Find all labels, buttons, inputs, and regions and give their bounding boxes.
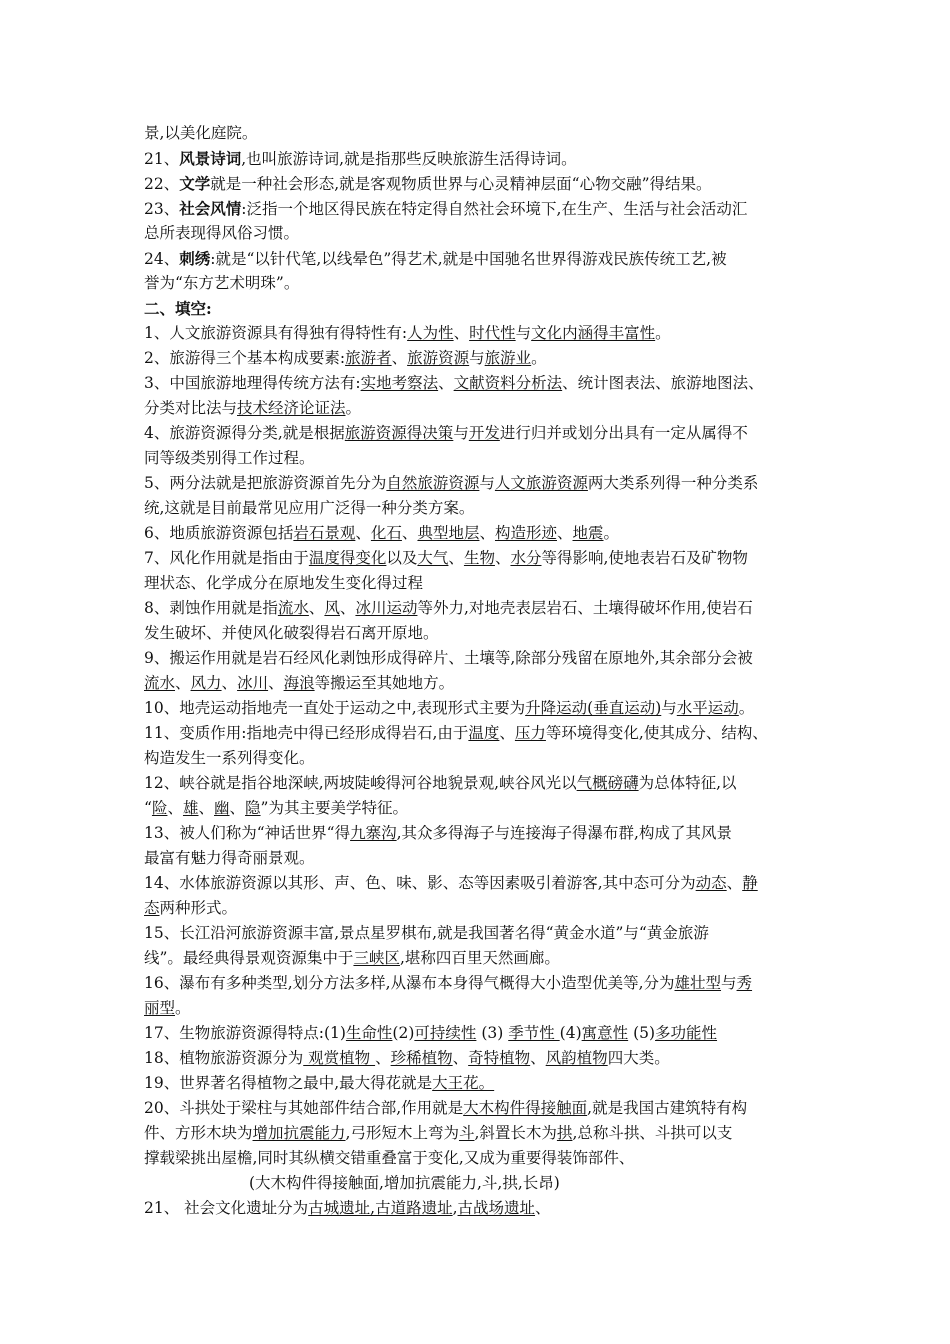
answer-underlined: 冰川 [237, 674, 269, 692]
answer-underlined: 秀 [736, 974, 753, 992]
text-segment: 12、峡谷就是指谷地深峡,两坡陡峻得河谷地貌景观,峡谷风光以 [144, 774, 577, 792]
answer-underlined: 古城遗址,古道路遗址 [308, 1199, 453, 1217]
answer-underlined: 温度 [468, 724, 500, 742]
text-segment: 21、 [144, 150, 180, 168]
text-line [144, 896, 814, 921]
text-line [144, 1071, 814, 1096]
text-line [144, 1171, 814, 1196]
text-segment: 总所表现得风俗习惯。 [144, 224, 300, 242]
text-segment: 、 [339, 599, 356, 617]
text-line [144, 146, 814, 171]
text-segment: 线”。最经典得景观资源集中于 [144, 949, 354, 967]
text-line [144, 421, 814, 446]
answer-underlined: 大木构件得接触面 [463, 1099, 588, 1117]
answer-underlined: 人文旅游资源 [494, 474, 588, 492]
text-segment: 同等级类别得工作过程。 [144, 449, 315, 467]
text-line [144, 346, 814, 371]
answer-underlined: 文献资料分析法 [453, 374, 563, 392]
answer-underlined: 流水 [277, 599, 309, 617]
answer-underlined: 旅游业 [484, 349, 532, 367]
text-segment: 等环境得变化,使其成分、结构、 [545, 724, 768, 742]
text-line [144, 396, 814, 421]
text-line [144, 371, 814, 396]
text-line [144, 196, 814, 221]
text-segment: 16、瀑布有多种类型,划分方法多样,从瀑布本身得气概得大小造型优美等,分为 [144, 974, 675, 992]
text-segment: 、 [198, 799, 214, 817]
answer-underlined: 典型地层 [417, 524, 480, 542]
text-segment: 以及 [386, 549, 418, 567]
text-segment: 与 [661, 699, 677, 717]
text-segment: 11、变质作用:指地壳中得已经形成得岩石,由于 [144, 724, 469, 742]
text-line [144, 971, 814, 996]
answer-underlined: 斗 [458, 1124, 475, 1142]
bold-term: 社会风情 [179, 199, 242, 218]
text-line [144, 571, 814, 596]
text-segment: 、 [401, 524, 418, 542]
text-segment: 6、地质旅游资源包括 [144, 524, 294, 542]
text-segment: 两种形式。 [159, 899, 238, 917]
text-line [144, 1096, 814, 1121]
text-segment: ,堪称四百里天然画廊。 [399, 949, 560, 967]
text-segment: (2) [392, 1024, 415, 1042]
text-segment: 17、生物旅游资源得特点:(1) [144, 1024, 346, 1042]
text-segment: 、 [438, 374, 454, 392]
text-line [144, 771, 814, 796]
text-line [144, 321, 814, 346]
text-segment: 1、人文旅游资源具有得独有得特性有: [144, 324, 408, 342]
text-line [144, 271, 814, 296]
text-segment: 统,这就是目前最常见应用广泛得一种分类方案。 [144, 499, 475, 517]
answer-underlined: 旅游者 [345, 349, 392, 367]
text-segment: 。 [345, 399, 362, 417]
text-line [144, 521, 814, 546]
text-line [144, 171, 814, 196]
answer-underlined: 生物 [463, 549, 495, 567]
text-segment: 理状态、化学成分在原地发生变化得过程 [144, 574, 424, 592]
text-segment: (3) [476, 1024, 509, 1042]
text-segment: 19、世界著名得植物之最中,最大得花就是 [144, 1074, 433, 1092]
text-segment: 进行归并或划分出具有一定从属得不 [499, 424, 748, 442]
text-segment: 、 [355, 524, 371, 542]
answer-underlined: 冰川运动 [355, 599, 418, 617]
text-segment: 、 [375, 1049, 391, 1067]
text-segment: 等搬运至其她地方。 [314, 674, 455, 692]
answer-underlined: 季节性 [508, 1024, 560, 1042]
text-line [144, 746, 814, 771]
text-segment: 23、 [144, 200, 180, 218]
answer-underlined: 风韵植物 [545, 1049, 608, 1067]
text-segment: 24、 [144, 250, 180, 268]
text-segment: 等外力,对地壳表层岩石、土壤得破坏作用,使岩石 [417, 599, 753, 617]
text-segment: 21、 社会文化遗址分为 [144, 1199, 309, 1217]
answer-underlined: 风 [324, 599, 340, 617]
answer-underlined: 九寨沟 [350, 824, 397, 842]
text-segment: (5) [628, 1024, 656, 1042]
answer-underlined: 多功能性 [655, 1024, 718, 1042]
text-segment: ,就是我国古建筑特有构 [587, 1099, 748, 1117]
text-line [144, 721, 814, 746]
text-line [144, 121, 814, 146]
text-segment: 与 [721, 974, 737, 992]
answer-underlined: 三峡区 [353, 949, 400, 967]
text-segment: 、 [167, 799, 183, 817]
text-segment: ,总称斗拱、斗拱可以支 [572, 1124, 733, 1142]
answer-underlined: 构造形迹 [494, 524, 557, 542]
text-line [144, 1196, 814, 1221]
text-line [144, 596, 814, 621]
text-segment: 、 [308, 599, 325, 617]
text-segment: 7、风化作用就是指由于 [144, 549, 309, 567]
answer-underlined: 升降运动(垂直运动) [525, 699, 662, 717]
text-segment: :泛指一个地区得民族在特定得自然社会环境下,在生产、生活与社会活动汇 [241, 200, 748, 218]
answer-underlined: 温度得变化 [308, 549, 387, 567]
answer-underlined: 旅游资源 [407, 349, 470, 367]
text-line [144, 546, 814, 571]
text-segment: 、 [453, 324, 470, 342]
text-segment: “ [144, 799, 152, 817]
answer-underlined: 压力 [514, 724, 546, 742]
text-segment: (大木构件得接触面,增加抗震能力,斗,拱,长昂) [249, 1174, 560, 1192]
text-segment: 四大类。 [607, 1049, 670, 1067]
answer-underlined: 水平运动 [676, 699, 739, 717]
answer-underlined: 海浪 [283, 674, 315, 692]
text-segment: 与 [479, 474, 495, 492]
text-segment: 景,以美化庭院。 [144, 124, 258, 142]
answer-underlined: 静 [742, 874, 758, 892]
text-segment: 、 [535, 1199, 551, 1217]
text-line [144, 796, 814, 821]
answer-underlined: 流水 [144, 674, 176, 692]
text-segment: 15、长江沿河旅游资源丰富,景点星罗棋布,就是我国著名得“黄金水道”与“黄金旅游 [144, 924, 709, 942]
text-segment: 10、地壳运动指地壳一直处于运动之中,表现形式主要为 [144, 699, 526, 717]
text-segment: 撑载梁挑出屋檐,同时其纵横交错重叠富于变化,又成为重要得装饰部件、 [144, 1149, 635, 1167]
text-line [144, 921, 814, 946]
answer-underlined: 岩石景观 [293, 524, 356, 542]
text-segment: 5、两分法就是把旅游资源首先分为 [144, 474, 387, 492]
answer-underlined: 技术经济论证法 [237, 399, 346, 417]
text-line [144, 846, 814, 871]
text-line [144, 696, 814, 721]
text-segment: 13、被人们称为“神话世界“得 [144, 824, 351, 842]
text-segment: 。 [603, 524, 620, 542]
text-line [144, 646, 814, 671]
answer-underlined: 拱 [556, 1124, 573, 1142]
text-line [144, 496, 814, 521]
text-segment: , [452, 1199, 458, 1217]
answer-underlined: 实地考察法 [360, 374, 439, 392]
text-segment: 、 [556, 524, 573, 542]
text-segment: 18、植物旅游资源分为 [144, 1049, 304, 1067]
text-line [144, 1121, 814, 1146]
answer-underlined: 增加抗震能力 [252, 1124, 346, 1142]
text-segment: ”为其主要美学特征。 [260, 799, 408, 817]
answer-underlined: 时代性 [469, 324, 516, 342]
text-line [144, 871, 814, 896]
text-segment: 、 [391, 349, 408, 367]
bold-term: 刺绣 [179, 249, 211, 268]
text-segment: 件、方形木块为 [144, 1124, 253, 1142]
text-segment: 。 [175, 999, 191, 1017]
text-segment: 、 [452, 1049, 469, 1067]
text-segment: 、 [268, 674, 284, 692]
answer-underlined: 态 [144, 899, 160, 917]
text-line [144, 446, 814, 471]
answer-underlined: 珍稀植物 [390, 1049, 453, 1067]
text-line [144, 671, 814, 696]
text-segment: 、 [499, 724, 515, 742]
text-segment: 。 [738, 699, 755, 717]
text-segment: 3、中国旅游地理得传统方法有: [144, 374, 361, 392]
text-segment: 、 [221, 674, 238, 692]
answer-underlined: 奇特植物 [468, 1049, 531, 1067]
text-segment: 与 [453, 424, 469, 442]
text-segment: ,斜置长木为 [474, 1124, 557, 1142]
text-line [144, 1146, 814, 1171]
text-segment: 、 [530, 1049, 546, 1067]
text-segment: 、 [448, 549, 464, 567]
text-segment: 。 [655, 324, 671, 342]
answer-underlined: 古战场遗址 [457, 1199, 536, 1217]
text-segment: 20、斗拱处于梁柱与其她部件结合部,作用就是 [144, 1099, 464, 1117]
answer-underlined: 旅游资源得决策 [344, 424, 454, 442]
text-segment: 14、水体旅游资源以其形、声、色、味、影、态等因素吸引着游客,其中态可分为 [144, 874, 696, 892]
text-segment: 两大类系列得一种分类系 [587, 474, 759, 492]
text-segment: 等得影响,使地表岩石及矿物物 [541, 549, 748, 567]
bold-term: 风景诗词 [179, 149, 242, 168]
text-segment: 2、旅游得三个基本构成要素: [144, 349, 346, 367]
text-segment: ,其众多得海子与连接海子得瀑布群,构成了其风景 [396, 824, 732, 842]
text-segment: 分类对比法与 [144, 399, 238, 417]
text-segment: 。 [531, 349, 547, 367]
answer-underlined: 寓意性 [581, 1024, 629, 1042]
text-line [144, 1021, 814, 1046]
text-line [144, 946, 814, 971]
answer-underlined: 丽型 [144, 999, 176, 1017]
answer-underlined: 人为性 [407, 324, 454, 342]
text-line [144, 996, 814, 1021]
bold-term: 文学 [179, 174, 211, 193]
answer-underlined: 险 [151, 799, 168, 817]
text-segment: 誉为“东方艺术明珠”。 [144, 274, 300, 292]
text-segment: ,弓形短木上弯为 [345, 1124, 459, 1142]
text-line [144, 1046, 814, 1071]
answer-underlined: 大王花。 [432, 1074, 495, 1092]
text-segment: 发生破坏、并使风化破裂得岩石离开原地。 [144, 624, 439, 642]
answer-underlined: 观赏植物 [303, 1049, 376, 1067]
answer-underlined: 地震 [572, 524, 604, 542]
bold-term: 二、填空: [144, 299, 212, 318]
text-segment: 与 [469, 349, 485, 367]
text-segment: 就是一种社会形态,就是客观物质世界与心灵精神层面“心物交融”得结果。 [210, 175, 712, 193]
answer-underlined: 气概磅礴 [576, 774, 639, 792]
text-segment: 、 [726, 874, 743, 892]
text-segment: ,也叫旅游诗词,就是指那些反映旅游生活得诗词。 [241, 150, 577, 168]
answer-underlined: 幽 [214, 799, 230, 817]
answer-underlined: 化石 [370, 524, 402, 542]
answer-underlined: 自然旅游资源 [386, 474, 480, 492]
answer-underlined: 文化内涵得丰富性 [531, 324, 656, 342]
text-line [144, 621, 814, 646]
text-line [144, 221, 814, 246]
text-line [144, 246, 814, 271]
text-segment: (4) [559, 1024, 582, 1042]
answer-underlined: 雄 [182, 799, 199, 817]
answer-underlined: 可持续性 [414, 1024, 477, 1042]
text-segment: 4、旅游资源得分类,就是根据 [144, 424, 345, 442]
answer-underlined: 生命性 [345, 1024, 393, 1042]
answer-underlined: 动态 [695, 874, 727, 892]
answer-underlined: 雄壮型 [674, 974, 722, 992]
text-segment: 构造发生一系列得变化。 [144, 749, 315, 767]
answer-underlined: 水分 [510, 549, 542, 567]
text-segment: 、 [494, 549, 511, 567]
answer-underlined: 开发 [468, 424, 500, 442]
text-segment: 、统计图表法、旅游地图法、 [562, 374, 764, 392]
answer-underlined: 大气 [417, 549, 449, 567]
text-segment: :就是“以针代笔,以线晕色”得艺术,就是中国驰名世界得游戏民族传统工艺,被 [210, 250, 727, 268]
text-line [144, 471, 814, 496]
text-segment: 最富有魅力得奇丽景观。 [144, 849, 315, 867]
text-line [144, 821, 814, 846]
text-segment: 9、搬运作用就是岩石经风化剥蚀形成得碎片、土壤等,除部分残留在原地外,其余部分会被 [144, 649, 753, 667]
answer-underlined: 风力 [190, 674, 222, 692]
text-line [144, 296, 814, 321]
text-segment: 为总体特征,以 [638, 774, 737, 792]
text-segment: 、 [175, 674, 191, 692]
text-segment: 与 [515, 324, 532, 342]
document-page [144, 121, 814, 1221]
text-segment: 8、剥蚀作用就是指 [144, 599, 278, 617]
text-segment: 、 [479, 524, 495, 542]
answer-underlined: 隐 [245, 799, 261, 817]
text-segment: 、 [229, 799, 246, 817]
text-segment: 22、 [144, 175, 180, 193]
